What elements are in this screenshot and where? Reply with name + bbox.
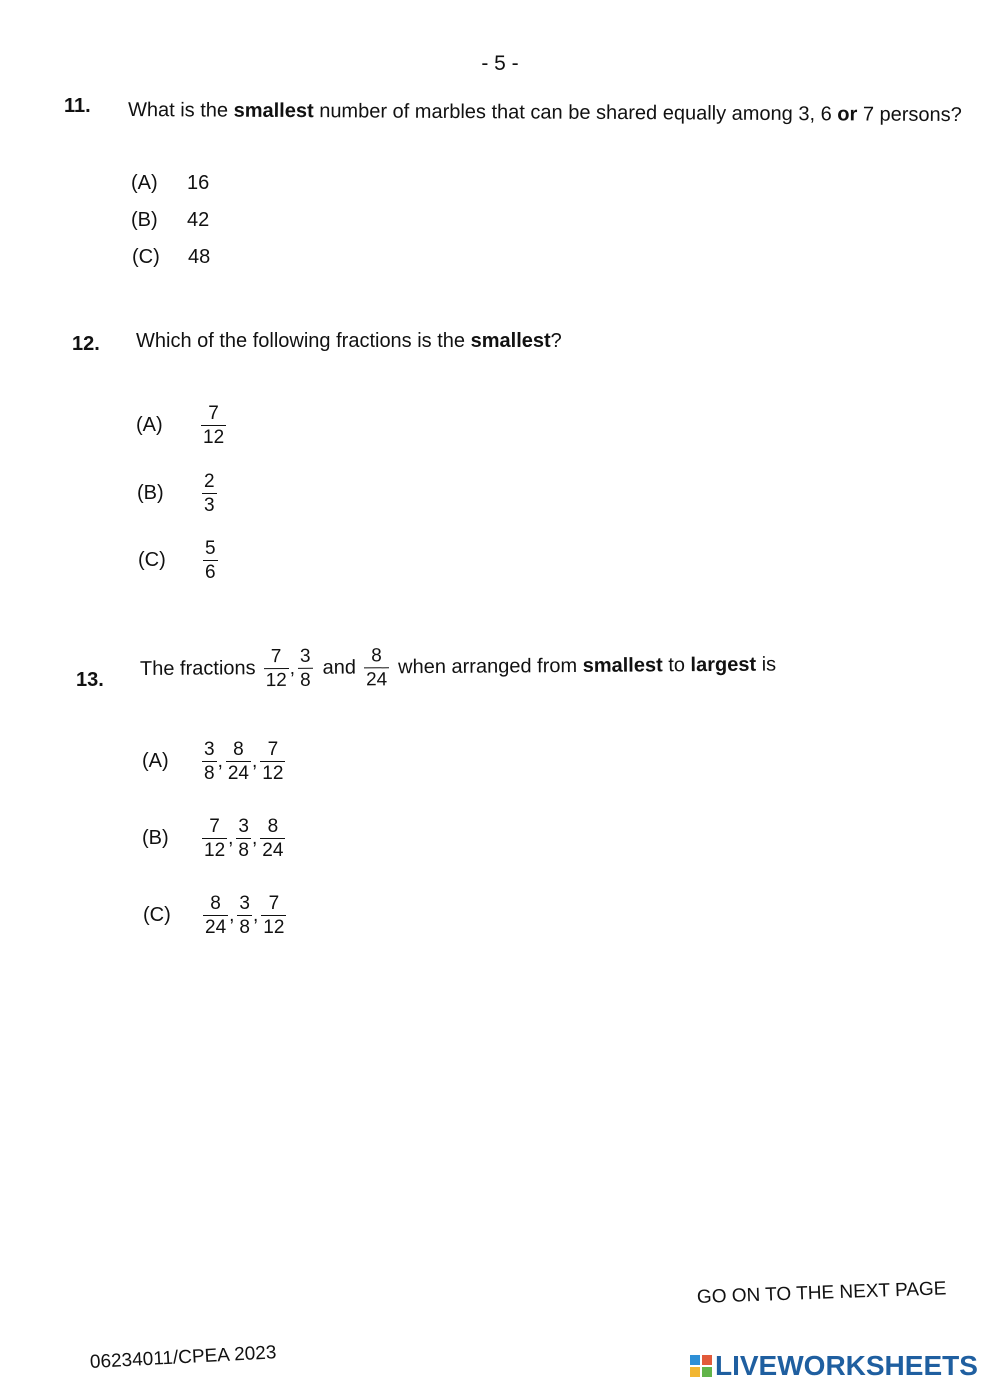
option-label: (C) — [143, 904, 171, 926]
option-value: 42 — [187, 209, 210, 231]
liveworksheets-logo-icon — [690, 1355, 712, 1377]
denominator: 24 — [262, 840, 284, 861]
numerator: 8 — [371, 645, 382, 667]
emphasis: smallest — [470, 330, 551, 352]
text-part: Which of the following fractions is the — [136, 330, 471, 352]
separator: , — [253, 904, 259, 926]
fraction — [202, 472, 217, 515]
logo-tile — [702, 1367, 712, 1377]
option-c[interactable] — [132, 246, 210, 269]
numerator: 7 — [209, 816, 220, 837]
option-c[interactable] — [138, 539, 218, 582]
fraction — [263, 647, 288, 690]
option-a[interactable] — [131, 172, 209, 195]
separator: , — [229, 904, 235, 926]
logo-tile — [690, 1355, 700, 1365]
text-part: The fractions — [139, 657, 256, 680]
fraction — [203, 539, 218, 582]
fraction — [236, 817, 251, 860]
emphasis: smallest — [233, 99, 314, 123]
option-label: (C) — [132, 246, 160, 268]
separator: , — [217, 750, 223, 772]
denominator: 6 — [205, 562, 216, 583]
denominator: 12 — [263, 917, 285, 938]
fraction — [203, 894, 228, 937]
option-a[interactable] — [136, 404, 226, 447]
brand-watermark — [690, 1350, 978, 1382]
fraction — [298, 647, 313, 690]
option-c[interactable] — [143, 894, 286, 937]
text-part: number of marbles that can be shared equally among 3, 6 — [313, 100, 838, 126]
denominator: 12 — [203, 427, 225, 448]
separator: , — [252, 827, 258, 849]
denominator: 8 — [298, 668, 313, 690]
fraction — [364, 646, 389, 689]
brand-name: LIVEWORKSHEETS — [715, 1350, 978, 1381]
next-page-note: GO ON TO THE NEXT PAGE — [696, 1278, 947, 1308]
numerator: 8 — [210, 893, 221, 914]
option-b[interactable] — [142, 817, 285, 860]
emphasis: largest — [690, 653, 757, 677]
denominator: 12 — [264, 668, 289, 690]
numerator: 3 — [204, 739, 215, 760]
option-label: (A) — [131, 172, 158, 194]
exam-code: 06234011/CPEA 2023 — [89, 1342, 277, 1373]
denominator: 12 — [204, 840, 226, 861]
denominator: 24 — [364, 667, 389, 689]
page-number: - 5 - — [481, 52, 519, 75]
logo-tile — [690, 1367, 700, 1377]
text-part: 7 persons? — [857, 103, 962, 127]
question-number: 11. — [64, 95, 91, 117]
numerator: 3 — [299, 645, 311, 667]
text-part: when arranged from — [398, 654, 583, 679]
text-part: and — [322, 656, 357, 679]
denominator: 8 — [239, 917, 250, 938]
text-part: What is the — [127, 99, 234, 122]
numerator: 3 — [239, 893, 250, 914]
denominator: 3 — [204, 495, 215, 516]
text-part: is — [756, 653, 777, 676]
fraction — [237, 894, 252, 937]
question-text — [136, 330, 562, 353]
denominator: 12 — [262, 763, 284, 784]
fraction — [260, 817, 285, 860]
option-b[interactable] — [131, 209, 209, 232]
fraction — [201, 404, 226, 447]
numerator: 8 — [233, 739, 244, 760]
numerator: 8 — [267, 816, 279, 837]
option-label: (A) — [142, 750, 169, 772]
separator: , — [289, 657, 296, 679]
separator: , — [252, 750, 258, 772]
option-label: (C) — [138, 549, 166, 571]
question-number: 12. — [72, 333, 100, 355]
denominator: 8 — [238, 840, 249, 861]
option-label: (B) — [142, 827, 169, 849]
fraction — [261, 894, 286, 937]
denominator: 24 — [205, 917, 227, 938]
option-label: (B) — [137, 482, 164, 504]
numerator: 5 — [205, 538, 216, 559]
text-part: ? — [550, 330, 562, 352]
text-part: to — [662, 654, 691, 677]
fraction — [202, 740, 217, 783]
numerator: 7 — [208, 403, 219, 424]
option-value: 16 — [187, 172, 210, 194]
logo-tile — [702, 1355, 712, 1365]
fraction — [226, 740, 251, 783]
option-value: 48 — [188, 246, 211, 268]
option-label: (A) — [136, 414, 163, 436]
numerator: 7 — [270, 646, 282, 668]
numerator: 7 — [268, 893, 280, 914]
option-a[interactable] — [142, 740, 285, 783]
question-number: 13. — [76, 669, 104, 691]
question-text — [128, 99, 962, 127]
numerator: 2 — [204, 471, 215, 492]
fraction — [202, 817, 227, 860]
text-part — [398, 654, 776, 680]
question-text — [140, 644, 776, 691]
numerator: 3 — [238, 816, 249, 837]
denominator: 8 — [204, 763, 215, 784]
emphasis: or — [837, 103, 858, 126]
emphasis: smallest — [582, 654, 663, 677]
denominator: 24 — [227, 763, 249, 784]
numerator: 7 — [267, 739, 279, 760]
fraction — [260, 740, 285, 783]
option-b[interactable] — [137, 472, 217, 515]
option-label: (B) — [131, 209, 158, 231]
separator: , — [228, 827, 234, 849]
